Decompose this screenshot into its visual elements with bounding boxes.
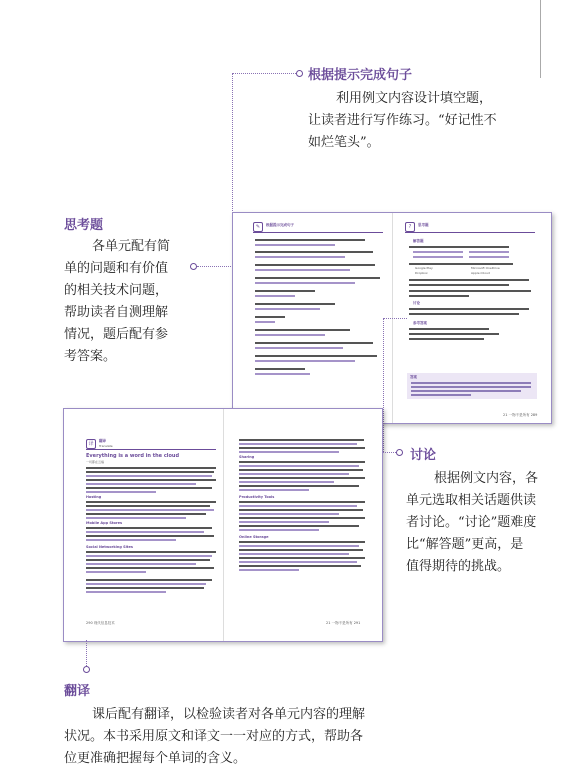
translation-subheader: Translate xyxy=(99,444,113,448)
text-line xyxy=(409,279,529,281)
text-line xyxy=(255,269,350,271)
text-line xyxy=(413,256,463,258)
text-line xyxy=(409,308,529,310)
callout-line: 帮助读者自测理解 xyxy=(64,305,169,320)
text-line xyxy=(255,321,275,323)
page-edge-rule xyxy=(540,0,541,78)
text-line xyxy=(86,583,206,585)
text-line xyxy=(86,591,166,593)
option-c: Dropbox xyxy=(415,271,428,275)
text-line xyxy=(255,282,355,284)
section-label: Online Storage xyxy=(239,535,269,539)
text-line xyxy=(86,491,156,493)
text-line xyxy=(239,557,365,559)
callout-line: 位更准确把握每个单词的含义。 xyxy=(64,751,247,766)
right-page-number: 21 一物不是所有 291 xyxy=(326,621,361,625)
text-line xyxy=(409,284,509,286)
callout-title-discussion: 讨论 xyxy=(410,448,437,463)
text-line xyxy=(255,251,373,253)
text-line xyxy=(255,360,355,362)
text-line xyxy=(255,244,335,246)
callout-dot-sentence xyxy=(296,70,303,77)
text-line xyxy=(239,541,365,543)
text-line xyxy=(255,373,310,375)
text-line xyxy=(255,355,377,357)
leader-line-discussion-h xyxy=(383,318,407,319)
section-label: Hosting xyxy=(86,495,102,499)
section-label: Social Networking Sites xyxy=(86,545,133,549)
right-page-number: 21 一物不是所有 289 xyxy=(503,413,538,417)
spread-gutter xyxy=(223,409,224,641)
section-label: Mobile App Stores xyxy=(86,521,123,525)
text-line xyxy=(409,290,531,292)
text-line xyxy=(86,527,212,529)
text-line xyxy=(409,328,489,330)
callout-body-discussion xyxy=(406,468,556,578)
text-line xyxy=(255,347,343,349)
left-page-header: 根据提示完成句子 xyxy=(266,223,294,227)
text-line xyxy=(86,551,216,553)
section-icon: 译 xyxy=(86,439,96,449)
callout-dot-thinking xyxy=(190,263,197,270)
text-line xyxy=(255,264,375,266)
text-line xyxy=(86,487,212,489)
text-line xyxy=(239,553,349,555)
option-a: Google Play xyxy=(415,266,433,270)
text-line xyxy=(239,525,359,527)
text-line xyxy=(409,246,509,248)
callout-line: 单元选取相关话题供读 xyxy=(406,493,537,508)
text-line xyxy=(469,251,509,253)
leader-line-sentence-v xyxy=(232,73,233,233)
callout-line: 根据例文内容，各 xyxy=(434,471,539,486)
leader-line-discussion-tip xyxy=(383,452,396,453)
callout-title-translation: 翻译 xyxy=(64,684,91,699)
callout-line: 比“解答题”更高，是 xyxy=(406,537,524,552)
text-line xyxy=(239,569,299,571)
leader-line-discussion-v xyxy=(383,318,384,452)
text-line xyxy=(469,256,509,258)
callout-line: 者讨论。“讨论”题难度 xyxy=(406,515,537,530)
text-line xyxy=(239,521,329,523)
text-line xyxy=(86,563,196,565)
callout-line: 课后配有翻译，以检验读者对各单元内容的理解 xyxy=(92,707,366,722)
text-line xyxy=(409,263,513,265)
text-line xyxy=(86,513,206,515)
answer-box xyxy=(407,373,537,399)
callout-dot-discussion xyxy=(396,449,403,456)
text-line xyxy=(239,509,363,511)
leader-line-sentence-h xyxy=(232,73,298,74)
text-line xyxy=(86,559,210,561)
callout-body-translation xyxy=(64,704,404,770)
callout-line: 值得期待的挑战。 xyxy=(406,559,511,574)
text-line xyxy=(86,467,216,469)
text-line xyxy=(255,290,315,292)
text-line xyxy=(86,587,204,589)
callout-line: 的相关技术问题， xyxy=(64,283,169,298)
text-line xyxy=(239,505,357,507)
text-line xyxy=(255,308,320,310)
text-line xyxy=(409,338,484,340)
leader-line-translation xyxy=(86,640,87,666)
text-line xyxy=(239,561,357,563)
answer-box-label: 答案 xyxy=(410,375,417,379)
text-line xyxy=(255,277,380,279)
header-rule xyxy=(253,232,383,233)
article-title: Everything is a word in the cloud xyxy=(86,453,180,459)
translation-header: 翻译 xyxy=(99,439,106,443)
text-line xyxy=(86,471,214,473)
callout-line: 各单元配有简 xyxy=(92,239,171,254)
callout-dot-translation xyxy=(83,666,90,673)
text-line xyxy=(86,555,212,557)
text-line xyxy=(409,295,469,297)
text-line xyxy=(255,329,350,331)
text-line xyxy=(239,517,365,519)
text-line xyxy=(409,333,499,335)
text-line xyxy=(239,485,359,487)
text-line xyxy=(239,513,339,515)
text-line xyxy=(409,313,519,315)
text-line xyxy=(86,517,186,519)
text-line xyxy=(239,451,339,453)
text-line xyxy=(239,447,365,449)
text-line xyxy=(255,239,365,241)
text-line xyxy=(86,571,146,573)
text-line xyxy=(239,549,363,551)
text-line xyxy=(413,251,463,253)
callout-body-sentence xyxy=(308,88,538,154)
text-line xyxy=(411,390,521,392)
text-line xyxy=(239,465,359,467)
text-line xyxy=(411,386,531,388)
text-line xyxy=(255,342,373,344)
text-line xyxy=(86,505,210,507)
callout-line: 如烂笔头”。 xyxy=(308,135,380,150)
text-line xyxy=(239,469,363,471)
text-line xyxy=(239,443,357,445)
text-line xyxy=(411,394,471,396)
section-label: Sharing xyxy=(239,455,255,459)
sample-spread-translation xyxy=(63,408,383,642)
text-line xyxy=(239,461,365,463)
question-heading: 解答题 xyxy=(413,239,424,243)
text-line xyxy=(86,535,214,537)
text-line xyxy=(255,256,345,258)
section-label: Productivity Tools xyxy=(239,495,275,499)
text-line xyxy=(255,303,335,305)
left-page-number: 290 现代信息技术 xyxy=(86,621,115,625)
text-line xyxy=(86,531,204,533)
text-line xyxy=(86,501,216,503)
callout-line: 考答案。 xyxy=(64,349,117,364)
callout-line: 利用例文内容设计填空题， xyxy=(336,91,493,106)
text-line xyxy=(239,489,309,491)
text-line xyxy=(86,479,216,481)
text-line xyxy=(86,483,196,485)
text-line xyxy=(239,477,365,479)
text-line xyxy=(255,334,325,336)
discuss-label: 讨论 xyxy=(413,301,420,305)
text-line xyxy=(255,295,295,297)
header-rule xyxy=(405,232,535,233)
option-b: Microsoft OneDrive xyxy=(471,266,500,270)
right-page-header: 思考题 xyxy=(418,223,429,227)
text-line xyxy=(86,539,176,541)
callout-line: 状况。本书采用原文和译文一一对应的方式，帮助各 xyxy=(64,729,364,744)
text-line xyxy=(239,481,334,483)
text-line xyxy=(239,501,365,503)
callout-line: 情况，题后配有参 xyxy=(64,327,169,342)
text-line xyxy=(239,529,319,531)
article-subtitle: 一切都在云端 xyxy=(86,460,105,464)
text-line xyxy=(86,475,212,477)
text-line xyxy=(239,545,359,547)
option-d: Apple iCloud xyxy=(471,271,490,275)
section-icon: ? xyxy=(405,222,415,232)
callout-title-sentence: 根据提示完成句子 xyxy=(308,68,413,83)
text-line xyxy=(86,509,214,511)
callout-body-thinking xyxy=(64,236,188,368)
text-line xyxy=(255,316,285,318)
header-rule xyxy=(86,449,216,450)
text-line xyxy=(239,473,349,475)
answer-label: 参考答案 xyxy=(413,321,427,325)
text-line xyxy=(239,439,364,441)
text-line xyxy=(255,368,305,370)
text-line xyxy=(239,565,361,567)
callout-line: 让读者进行写作练习。“好记性不 xyxy=(308,113,497,128)
text-line xyxy=(86,579,212,581)
callout-title-thinking: 思考题 xyxy=(64,218,104,233)
text-line xyxy=(411,382,531,384)
callout-line: 单的问题和有价值 xyxy=(64,261,169,276)
text-line xyxy=(86,567,214,569)
section-icon: ✎ xyxy=(253,222,263,232)
